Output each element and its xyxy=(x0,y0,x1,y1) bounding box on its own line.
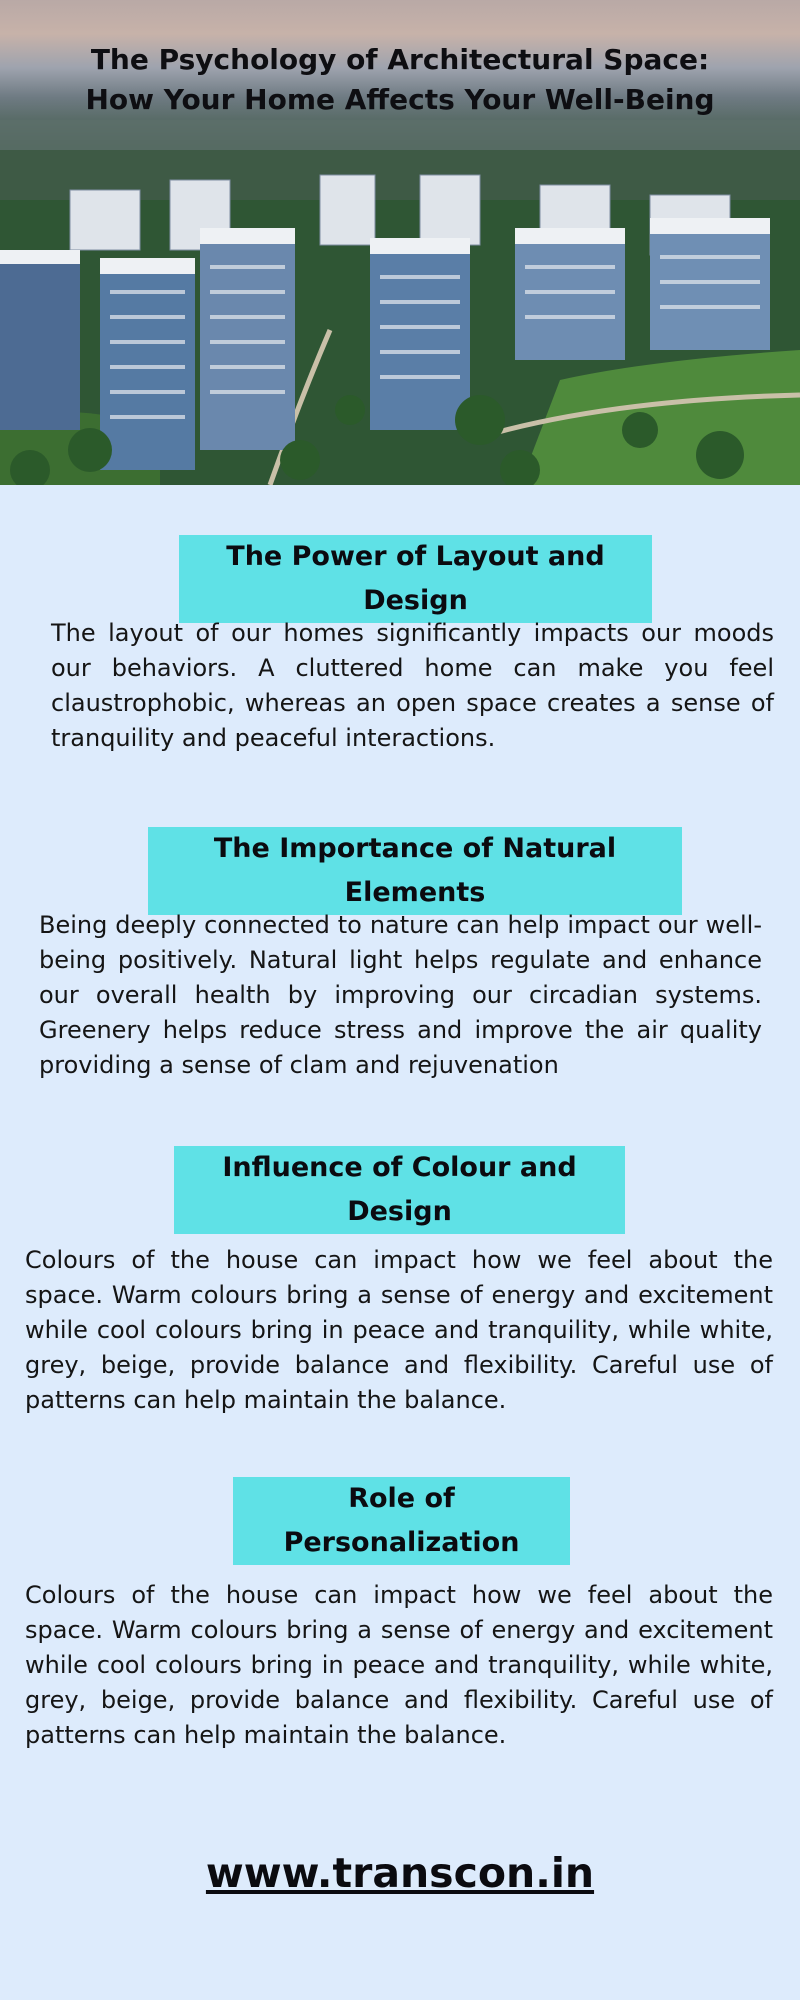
footer xyxy=(0,1843,800,1903)
page-title-line-1: The Psychology of Architectural Space: xyxy=(90,43,710,76)
page-title xyxy=(0,40,800,120)
section-text-personalization: Colours of the house can impact how we feel about the space. Warm colours bring a sense of energy and excitement while cool colours bring in peace and tranquility, while white, grey, beige, provide balance and flexibility. Careful use of patterns can help maintain the balance. xyxy=(25,1581,773,1749)
website-link[interactable]: www.transcon.in xyxy=(205,1849,595,1897)
section-text-colour-design: Colours of the house can impact how we feel about the space. Warm colours bring a sense of energy and excitement while cool colours bring in peace and tranquility, while white, grey, beige, provide balance and flexibility. Careful use of patterns can help maintain the balance. xyxy=(25,1246,773,1414)
section-heading-colour-design: Influence of Colour and Design xyxy=(174,1146,625,1234)
hero-banner xyxy=(0,0,800,485)
page-title-line-2: How Your Home Affects Your Well-Being xyxy=(85,83,715,116)
section-heading-layout-design: The Power of Layout and Design xyxy=(179,535,652,623)
section-text-layout-design: The layout of our homes significantly impacts our moods our behaviors. A cluttered home can make you feel claustrophobic, whereas an open space creates a sense of tranquility and peaceful interactions. xyxy=(51,619,774,752)
section-text-natural-elements: Being deeply connected to nature can help impact our well-being positively. Natural light helps regulate and enhance our overall health by improving our circadian systems. Greenery helps reduce stress and improve the air quality providing a sense of clam and rejuvenation xyxy=(39,911,762,1079)
section-heading-personalization: Role of Personalization xyxy=(233,1477,570,1565)
section-heading-natural-elements: The Importance of Natural Elements xyxy=(148,827,682,915)
